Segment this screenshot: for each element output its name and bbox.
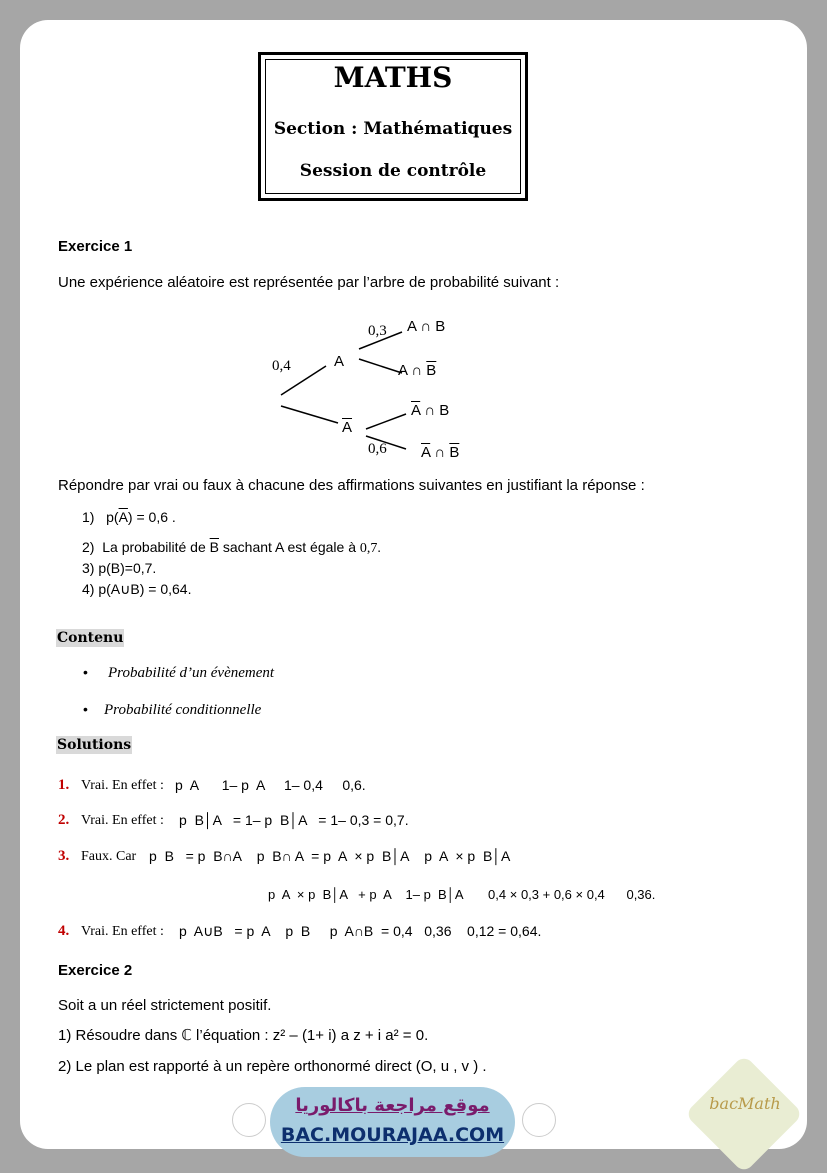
exercise1-heading: Exercice 1 bbox=[58, 238, 133, 255]
page-title: MATHS bbox=[333, 61, 453, 94]
bacmath-logo-text: bacMath bbox=[709, 1094, 781, 1113]
contenu-bullet-1: Probabilité d’un évènement bbox=[108, 665, 275, 681]
leaf-A-inter-B: A ∩ B bbox=[407, 318, 446, 335]
branch-A-Bbar bbox=[359, 359, 402, 373]
solution-2-text: Vrai. En effet : bbox=[81, 813, 164, 828]
solution-1-number: 1. bbox=[58, 777, 70, 793]
site-logo-right bbox=[522, 1103, 556, 1137]
exercise1-question: Répondre par vrai ou faux à chacune des affirmations suivantes en justifiant la réponse : bbox=[58, 477, 645, 494]
solution-3-math: p B = p B∩A p B∩ A = p A × p B│A p A × p B│A bbox=[149, 848, 511, 864]
solution-4-number: 4. bbox=[58, 923, 70, 939]
leaf-Abar-inter-B: $\overline{A}$ ∩ B bbox=[411, 402, 450, 419]
prob-Bbar-given-Abar-label: 0,6 bbox=[368, 441, 387, 457]
solution-3-continuation: p A × p B│A + p A 1– p B│A 0,4 × 0,3 + 0,6 × 0,4 0,36. bbox=[268, 887, 656, 902]
prob-A-label: 0,4 bbox=[272, 358, 291, 374]
site-logo-left bbox=[232, 1103, 266, 1137]
prob-B-given-A-label: 0,3 bbox=[368, 323, 387, 339]
solution-1-math: p A 1– p A 1– 0,4 0,6. bbox=[175, 777, 366, 793]
footer-site-link[interactable]: BAC.MOURAJAA.COM bbox=[280, 1124, 505, 1146]
leaf-A-inter-Bbar: A ∩ $\overline{B}$ bbox=[398, 362, 437, 379]
solution-2-number: 2. bbox=[58, 812, 70, 828]
contenu-heading: Contenu bbox=[57, 630, 124, 646]
solution-3-text: Faux. Car bbox=[81, 849, 137, 864]
branch-to-Abar bbox=[281, 406, 338, 423]
node-A: A bbox=[334, 353, 345, 370]
exercise2-intro: Soit a un réel strictement positif. bbox=[58, 997, 272, 1014]
exercise2-heading: Exercice 2 bbox=[58, 962, 133, 979]
affirmation-3: 3) p(B)=0,7. bbox=[82, 560, 157, 576]
branch-Abar-B bbox=[366, 414, 406, 429]
solution-2-math: p B│A = 1– p B│A = 1– 0,3 = 0,7. bbox=[179, 812, 409, 828]
solution-4-text: Vrai. En effet : bbox=[81, 924, 164, 939]
bullet-icon: • bbox=[83, 701, 88, 717]
solution-4-math: p A∪B = p A p B p A∩B = 0,4 0,36 0,12 = 0,64. bbox=[179, 923, 542, 939]
contenu-bullet-2: Probabilité conditionnelle bbox=[104, 702, 262, 718]
affirmation-2: 2) La probabilité de $\overline{B}$ sachant A est égale à 0,7. bbox=[82, 539, 381, 556]
session-label: Session de contrôle bbox=[299, 161, 487, 181]
affirmation-4: 4) p(A∪B) = 0,64. bbox=[82, 581, 192, 597]
exercise2-q2: 2) Le plan est rapporté à un repère orthonormé direct (O, u , v ) . bbox=[58, 1058, 487, 1075]
leaf-Abar-inter-Bbar: $\overline{A}$ ∩ $\overline{B}$ bbox=[421, 444, 460, 461]
exercise2-q1: 1) Résoudre dans ℂ l’équation : z² – (1+ i) a z + i a² = 0. bbox=[58, 1027, 429, 1044]
solution-1-text: Vrai. En effet : bbox=[81, 778, 164, 793]
solutions-heading: Solutions bbox=[57, 737, 132, 753]
section-label: Section : Mathématiques bbox=[273, 119, 513, 139]
footer-arabic-link[interactable]: موقع مراجعة باكالوريا bbox=[295, 1095, 490, 1116]
node-Abar: $\overline{A}$ bbox=[342, 419, 353, 436]
bullet-icon: • bbox=[83, 664, 88, 680]
exercise1-intro: Une expérience aléatoire est représentée par l’arbre de probabilité suivant : bbox=[58, 274, 560, 291]
affirmation-1: 1) $p(\overline{A}) = 0,6$ . bbox=[82, 509, 176, 525]
solution-3-number: 3. bbox=[58, 848, 70, 864]
